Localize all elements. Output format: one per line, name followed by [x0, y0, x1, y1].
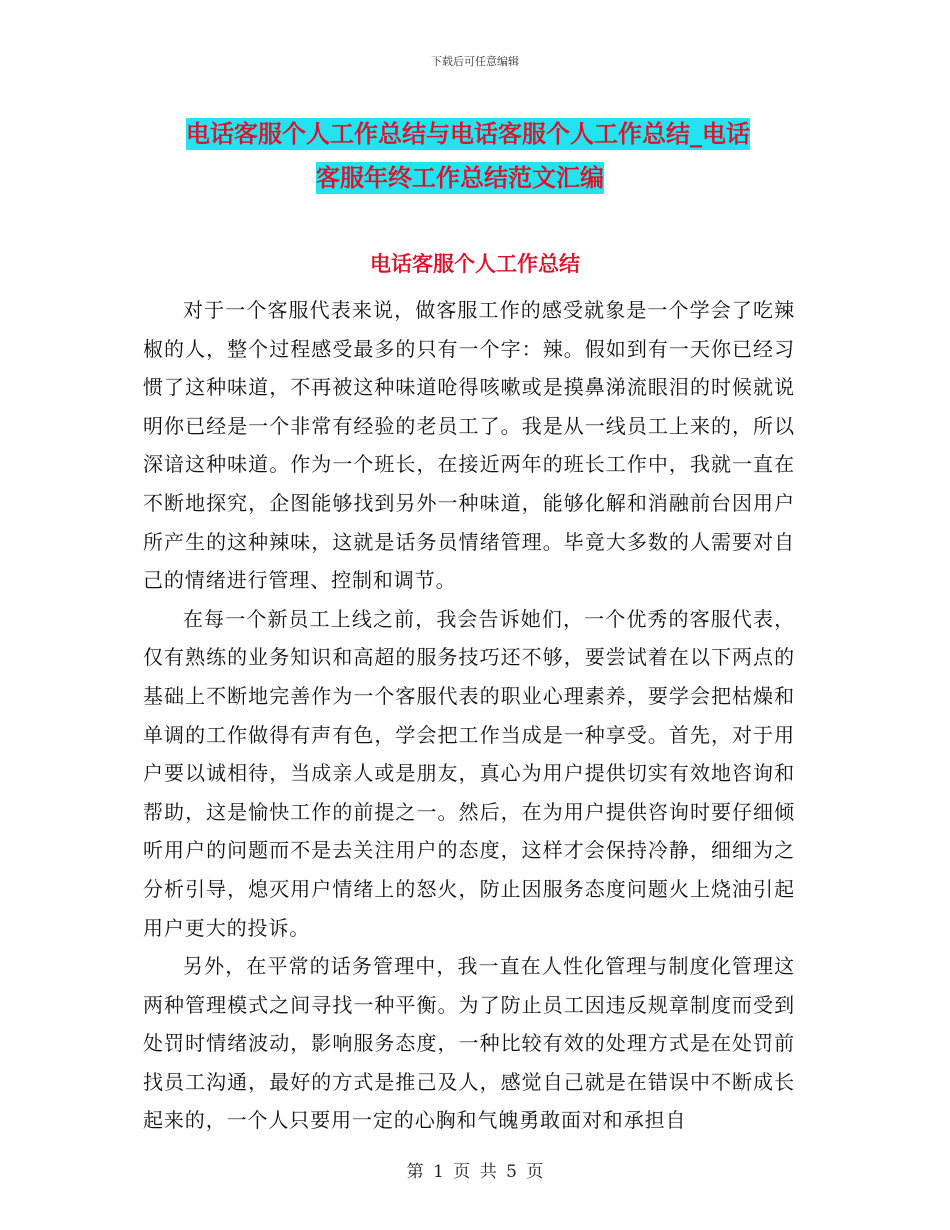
title-line-1: 电话客服个人工作总结与电话客服个人工作总结_电话 — [186, 120, 750, 148]
paragraph-3: 另外，在平常的话务管理中，我一直在人性化管理与制度化管理这两种管理模式之间寻找一种平衡。为了防止员工因违反规章制度而受到处罚时情绪波动，影响服务态度，一种比较有效的处理方式是在处罚前找员工沟通，最好的方式是推己及人，感觉自己就是在错误中不断成长起来的，一个人只要用一定的心胸和气魄勇敢面对和承担自 — [143, 954, 795, 1133]
page-header-note: 下载后可任意编辑 — [431, 55, 519, 68]
page-number: 第 1 页 共 5 页 — [406, 1162, 544, 1182]
body-text — [143, 291, 795, 1140]
title-line-2: 客服年终工作总结范文汇编 — [316, 164, 604, 192]
paragraph-1: 对于一个客服代表来说，做客服工作的感受就象是一个学会了吃辣椒的人，整个过程感受最多的只有一个字：辣。假如到有一天你已经习惯了这种味道，不再被这种味道呛得咳嗽或是摸鼻涕流眼泪的时候就说明你已经是一个非常有经验的老员工了。我是从一线员工上来的，所以深谙这种味道。作为一个班长，在接近两年的班长工作中，我就一直在不断地探究，企图能够找到另外一种味道，能够化解和消融前台因用户所产生的这种辣味，这就是话务员情绪管理。毕竟大多数的人需要对自己的情绪进行管理、控制和调节。 — [143, 298, 795, 593]
section-heading: 电话客服个人工作总结 — [370, 252, 580, 276]
paragraph-2: 在每一个新员工上线之前，我会告诉她们，一个优秀的客服代表，仅有熟练的业务知识和高超的服务技巧还不够，要尝试着在以下两点的基础上不断地完善作为一个客服代表的职业心理素养，要学会把枯燥和单调的工作做得有声有色，学会把工作当成是一种享受。首先，对于用户要以诚相待，当成亲人或是朋友，真心为用户提供切实有效地咨询和帮助，这是愉快工作的前提之一。然后，在为用户提供咨询时要仔细倾听用户的问题而不是去关注用户的态度，这样才会保持冷静，细细为之分析引导，熄灭用户情绪上的怒火，防止因服务态度问题火上烧油引起用户更大的投诉。 — [143, 606, 795, 940]
